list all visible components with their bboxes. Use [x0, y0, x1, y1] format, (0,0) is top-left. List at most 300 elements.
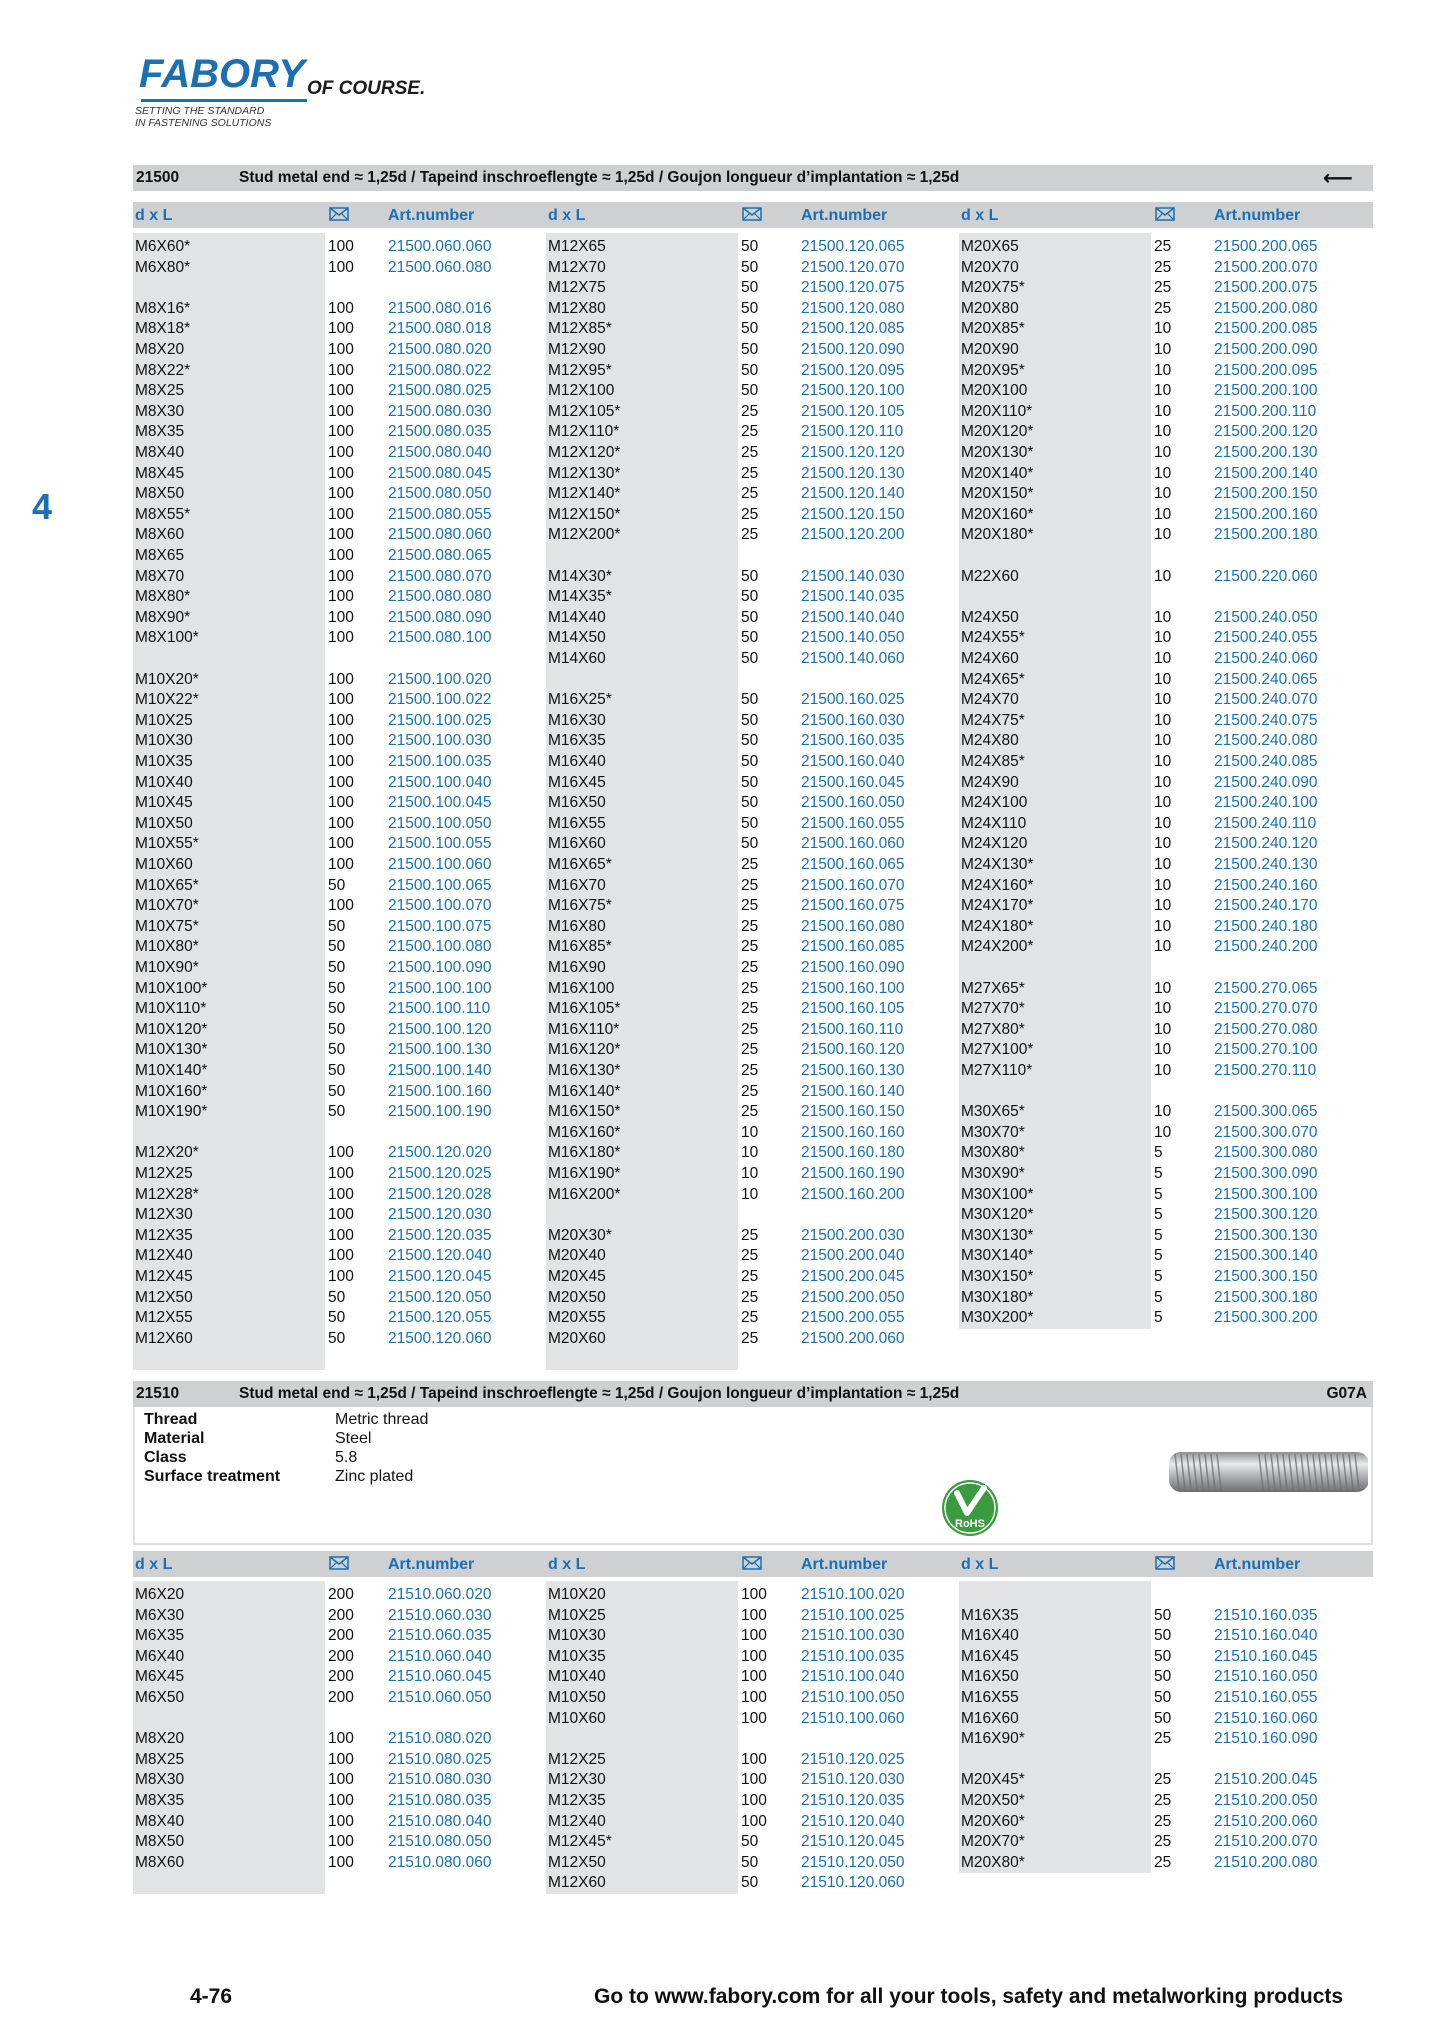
article-number-link[interactable]: 21500.200.090	[1214, 341, 1318, 358]
article-number-link[interactable]: 21500.300.100	[1214, 1185, 1318, 1203]
article-number-link[interactable]: 21500.200.075	[1214, 279, 1318, 297]
size-cell: M12X80	[548, 299, 606, 317]
article-number-link[interactable]: 21510.060.035	[388, 1627, 492, 1645]
article-number-link[interactable]: 21510.080.050	[388, 1833, 492, 1851]
article-number-link[interactable]: 21500.240.160	[1214, 876, 1318, 894]
article-number-link[interactable]: 21500.120.085	[801, 320, 905, 338]
article-number-link[interactable]: 21500.160.085	[801, 938, 905, 956]
article-number-link[interactable]: 21510.060.040	[388, 1647, 492, 1665]
table-row	[546, 1328, 956, 1349]
article-number-link[interactable]: 21510.060.045	[388, 1668, 492, 1686]
size-cell: M8X30	[135, 402, 185, 420]
article-number-link[interactable]: 21500.240.170	[1214, 897, 1318, 915]
article-number-link[interactable]: 21500.200.085	[1214, 320, 1318, 338]
article-number-link[interactable]: 21510.160.035	[1214, 1606, 1318, 1624]
table-row	[546, 875, 956, 896]
article-number-link[interactable]: 21500.240.050	[1214, 608, 1318, 626]
article-number-link[interactable]: 21500.100.080	[388, 938, 492, 956]
table-row	[133, 1039, 543, 1060]
article-number-link[interactable]: 21500.240.080	[1214, 732, 1318, 750]
article-number-link[interactable]: 21510.200.060	[1214, 1812, 1318, 1830]
article-number-link[interactable]: 21510.080.060	[388, 1853, 492, 1871]
article-number-link[interactable]: 21500.120.035	[388, 1226, 492, 1244]
spec-label-thread: Thread	[144, 1411, 198, 1428]
article-number-link[interactable]: 21500.240.120	[1214, 835, 1318, 853]
size-cell: M20X65	[961, 238, 1019, 255]
article-number-link[interactable]: 21500.080.055	[388, 505, 492, 523]
article-number-link[interactable]: 21500.120.045	[388, 1268, 492, 1285]
size-cell: M14X35*	[548, 588, 612, 606]
article-number-link[interactable]: 21500.120.080	[801, 299, 905, 317]
article-number-link[interactable]: 21500.200.070	[1214, 258, 1318, 276]
article-number-link[interactable]: 21500.120.105	[801, 402, 905, 420]
size-cell: M8X35	[135, 423, 185, 441]
table-row	[546, 1142, 956, 1163]
size-cell: M24X130*	[961, 856, 1034, 873]
article-number-link[interactable]: 21500.080.070	[388, 567, 492, 585]
article-number-link[interactable]: 21500.240.110	[1214, 814, 1317, 832]
article-number-link[interactable]: 21500.100.045	[388, 794, 492, 812]
table-row	[959, 978, 1369, 999]
size-cell: M12X25	[135, 1165, 193, 1182]
size-cell: M30X80*	[961, 1144, 1025, 1162]
article-number-link[interactable]: 21500.100.065	[388, 876, 492, 894]
article-number-link[interactable]: 21500.240.090	[1214, 773, 1318, 791]
article-number-link[interactable]: 21500.160.180	[801, 1144, 905, 1162]
quantity-cell: 100	[328, 341, 354, 358]
article-number-link[interactable]: 21510.100.060	[801, 1709, 905, 1727]
quantity-cell: 200	[328, 1647, 354, 1665]
article-number-link[interactable]: 21500.240.180	[1214, 917, 1318, 935]
size-cell: M8X16*	[135, 299, 191, 317]
article-number-link[interactable]: 21500.200.045	[801, 1268, 905, 1285]
article-number-link[interactable]: 21500.160.150	[801, 1103, 905, 1121]
article-number-link[interactable]: 21500.300.070	[1214, 1123, 1318, 1141]
article-number-link[interactable]: 21500.200.100	[1214, 382, 1318, 400]
column-header-bar	[133, 202, 1373, 228]
size-cell: M12X45	[135, 1268, 193, 1285]
article-number-link[interactable]: 21500.300.140	[1214, 1247, 1318, 1265]
article-number-link[interactable]: 21500.120.020	[388, 1144, 492, 1162]
article-number-link[interactable]: 21500.240.070	[1214, 691, 1318, 709]
article-number-link[interactable]: 21500.100.160	[388, 1082, 492, 1100]
article-number-link[interactable]: 21500.100.035	[388, 753, 492, 770]
quantity-cell: 10	[1154, 732, 1172, 750]
size-cell: M12X65	[548, 238, 606, 255]
spec-value-material: Steel	[335, 1430, 372, 1447]
table-row	[959, 1811, 1369, 1832]
article-number-link[interactable]: 21500.240.100	[1214, 794, 1318, 812]
article-number-link[interactable]: 21500.200.050	[801, 1288, 905, 1306]
article-number-link[interactable]: 21510.160.090	[1214, 1730, 1318, 1748]
article-number-link[interactable]: 21500.120.025	[388, 1165, 492, 1182]
article-number-link[interactable]: 21500.120.140	[801, 485, 905, 503]
article-number-link[interactable]: 21500.100.025	[388, 711, 492, 729]
table-row	[959, 1204, 1369, 1225]
article-number-link[interactable]: 21500.080.045	[388, 464, 492, 482]
quantity-cell: 100	[328, 238, 354, 255]
article-number-link[interactable]: 21500.160.200	[801, 1185, 905, 1203]
article-number-link[interactable]: 21500.160.070	[801, 876, 905, 894]
article-number-link[interactable]: 21500.200.095	[1214, 361, 1318, 379]
article-number-link[interactable]: 21500.100.055	[388, 835, 492, 853]
article-number-link[interactable]: 21500.120.090	[801, 341, 905, 358]
table-row	[959, 854, 1369, 875]
article-number-link[interactable]: 21510.100.035	[801, 1647, 905, 1665]
article-number-link[interactable]: 21500.100.020	[388, 670, 492, 688]
size-cell: M12X60	[548, 1874, 606, 1892]
article-number-link[interactable]: 21500.080.020	[388, 341, 492, 358]
article-number-link[interactable]: 21500.140.030	[801, 567, 905, 585]
article-number-link[interactable]: 21500.200.080	[1214, 299, 1318, 317]
quantity-cell: 5	[1154, 1268, 1163, 1285]
quantity-cell: 25	[741, 1288, 759, 1306]
table-row	[133, 978, 543, 999]
size-cell: M20X45*	[961, 1771, 1025, 1789]
table-row	[959, 751, 1369, 772]
article-number-link[interactable]: 21500.270.080	[1214, 1020, 1318, 1038]
article-number-link[interactable]: 21500.200.120	[1214, 423, 1318, 441]
article-number-link[interactable]: 21500.300.080	[1214, 1144, 1318, 1162]
article-number-link[interactable]: 21500.120.055	[388, 1309, 492, 1327]
table-row	[959, 730, 1369, 751]
section-description: Stud metal end ≈ 1,25d / Tapeind inschroeflengte ≈ 1,25d / Goujon longueur d’implantation ≈ 1,25d	[239, 1385, 960, 1402]
article-number-link[interactable]: 21500.270.110	[1214, 1062, 1317, 1079]
article-number-link[interactable]: 21500.100.120	[388, 1020, 492, 1038]
article-number-link[interactable]: 21500.080.018	[388, 320, 492, 338]
article-number-link[interactable]: 21500.080.100	[388, 629, 492, 647]
article-number-link[interactable]: 21510.120.060	[801, 1874, 905, 1892]
article-number-link[interactable]: 21510.200.080	[1214, 1853, 1318, 1871]
quantity-cell: 100	[328, 1771, 354, 1789]
article-number-link[interactable]: 21500.160.060	[801, 835, 905, 853]
article-number-link[interactable]: 21510.200.045	[1214, 1771, 1318, 1789]
table-row	[959, 689, 1369, 710]
article-number-link[interactable]: 21500.160.140	[801, 1082, 905, 1100]
article-number-link[interactable]: 21510.160.055	[1214, 1689, 1318, 1706]
quantity-cell: 100	[741, 1647, 767, 1665]
article-number-link[interactable]: 21500.100.100	[388, 979, 492, 997]
table-row	[546, 421, 956, 442]
article-number-link[interactable]: 21510.120.045	[801, 1833, 905, 1851]
article-number-link[interactable]: 21500.120.028	[388, 1185, 492, 1203]
quantity-cell: 10	[1154, 485, 1172, 503]
article-number-link[interactable]: 21500.160.040	[801, 753, 905, 770]
quantity-cell: 10	[1154, 402, 1172, 420]
table-row	[959, 421, 1369, 442]
quantity-cell: 25	[741, 444, 759, 461]
article-number-link[interactable]: 21510.120.030	[801, 1771, 905, 1789]
table-row	[959, 1163, 1369, 1184]
article-number-link[interactable]: 21500.120.050	[388, 1288, 492, 1306]
article-number-link[interactable]: 21500.300.090	[1214, 1165, 1318, 1182]
article-number-link[interactable]: 21500.160.065	[801, 856, 905, 873]
size-cell: M16X55	[548, 814, 606, 832]
article-number-link[interactable]: 21500.200.030	[801, 1226, 905, 1244]
quantity-cell: 10	[1154, 753, 1172, 770]
article-number-link[interactable]: 21500.100.070	[388, 897, 492, 915]
article-number-link[interactable]: 21500.080.030	[388, 402, 492, 420]
article-number-link[interactable]: 21500.100.060	[388, 856, 492, 873]
article-number-link[interactable]: 21500.240.055	[1214, 629, 1318, 647]
table-row	[959, 833, 1369, 854]
article-number-link[interactable]: 21500.080.080	[388, 588, 492, 606]
article-number-link[interactable]: 21500.120.130	[801, 464, 905, 482]
article-number-link[interactable]: 21500.160.110	[801, 1020, 904, 1038]
table-row	[959, 1307, 1369, 1328]
article-number-link[interactable]: 21500.300.200	[1214, 1309, 1318, 1327]
article-number-link[interactable]: 21500.160.030	[801, 711, 905, 729]
quantity-cell: 50	[741, 629, 759, 647]
section-title-bar-21500	[133, 165, 1373, 191]
quantity-cell: 10	[1154, 835, 1172, 853]
quantity-cell: 25	[1154, 1833, 1172, 1851]
article-number-link[interactable]: 21500.120.110	[801, 423, 904, 441]
quantity-cell: 10	[1154, 691, 1172, 709]
article-number-link[interactable]: 21500.300.150	[1214, 1268, 1318, 1285]
size-cell: M20X85*	[961, 320, 1025, 338]
article-number-link[interactable]: 21500.140.060	[801, 650, 905, 667]
article-number-link[interactable]: 21500.100.190	[388, 1103, 492, 1121]
back-arrow-icon[interactable]: ⟵	[1322, 167, 1353, 190]
article-number-link[interactable]: 21500.200.110	[1214, 402, 1317, 420]
article-number-link[interactable]: 21500.200.130	[1214, 444, 1318, 461]
size-cell: M16X75*	[548, 897, 612, 915]
table-row	[546, 998, 956, 1019]
article-number-link[interactable]: 21500.200.055	[801, 1309, 905, 1327]
quantity-cell: 10	[1154, 1062, 1172, 1079]
article-number-link[interactable]: 21500.200.140	[1214, 464, 1318, 482]
article-number-link[interactable]: 21500.160.160	[801, 1123, 905, 1141]
article-number-link[interactable]: 21500.160.105	[801, 1000, 905, 1018]
article-number-link[interactable]: 21500.160.035	[801, 732, 905, 750]
quantity-cell: 50	[741, 320, 759, 338]
article-number-link[interactable]: 21500.200.040	[801, 1247, 905, 1265]
article-number-link[interactable]: 21500.140.050	[801, 629, 905, 647]
article-number-link[interactable]: 21500.080.065	[388, 547, 492, 564]
article-number-link[interactable]: 21500.160.055	[801, 814, 905, 832]
article-number-link[interactable]: 21500.080.016	[388, 299, 492, 317]
table-row	[546, 1708, 956, 1729]
article-number-link[interactable]: 21500.100.050	[388, 814, 492, 832]
article-number-link[interactable]: 21500.270.065	[1214, 979, 1318, 997]
size-cell: M16X90	[548, 959, 606, 976]
quantity-cell: 50	[1154, 1668, 1172, 1686]
article-number-link[interactable]: 21510.100.025	[801, 1606, 905, 1624]
size-cell: M12X40	[135, 1247, 193, 1265]
size-cell: M24X90	[961, 773, 1019, 791]
size-cell: M12X55	[135, 1309, 193, 1327]
article-number-link[interactable]: 21500.160.045	[801, 773, 905, 791]
article-number-link[interactable]: 21510.060.050	[388, 1689, 492, 1706]
table-row	[133, 1266, 543, 1287]
table-row	[546, 627, 956, 648]
column-header-dxl: d x L	[135, 207, 173, 224]
quantity-cell: 100	[328, 382, 354, 400]
article-number-link[interactable]: 21500.160.075	[801, 897, 905, 915]
article-number-link[interactable]: 21500.200.150	[1214, 485, 1318, 503]
article-number-link[interactable]: 21500.120.100	[801, 382, 905, 400]
table-row	[546, 833, 956, 854]
article-number-link[interactable]: 21510.100.020	[801, 1586, 905, 1603]
article-number-link[interactable]: 21500.160.025	[801, 691, 905, 709]
article-number-link[interactable]: 21510.060.030	[388, 1606, 492, 1624]
article-number-link[interactable]: 21500.060.080	[388, 258, 492, 276]
article-number-link[interactable]: 21500.240.085	[1214, 753, 1318, 770]
article-number-link[interactable]: 21510.120.050	[801, 1853, 905, 1871]
table-row	[133, 669, 543, 690]
article-number-link[interactable]: 21500.220.060	[1214, 567, 1318, 585]
article-number-link[interactable]: 21500.200.180	[1214, 526, 1318, 544]
article-number-link[interactable]: 21500.160.050	[801, 794, 905, 812]
article-number-link[interactable]: 21500.080.022	[388, 361, 492, 379]
logo-underline	[141, 99, 307, 102]
article-number-link[interactable]: 21500.300.180	[1214, 1288, 1318, 1306]
article-number-link[interactable]: 21500.120.070	[801, 258, 905, 276]
article-number-link[interactable]: 21500.160.190	[801, 1165, 905, 1182]
table-row	[546, 957, 956, 978]
size-cell: M20X75*	[961, 279, 1025, 297]
article-number-link[interactable]: 21500.100.040	[388, 773, 492, 791]
size-cell: M30X100*	[961, 1185, 1034, 1203]
section-code: 21500	[136, 169, 180, 186]
table-row	[546, 1019, 956, 1040]
article-number-link[interactable]: 21500.300.120	[1214, 1206, 1318, 1224]
article-number-link[interactable]: 21500.140.035	[801, 588, 905, 606]
article-number-link[interactable]: 21510.200.050	[1214, 1792, 1318, 1809]
size-cell: M10X35	[135, 753, 193, 770]
article-number-link[interactable]: 21500.160.120	[801, 1041, 905, 1059]
article-number-link[interactable]: 21500.080.040	[388, 444, 492, 461]
article-number-link[interactable]: 21500.240.065	[1214, 670, 1318, 688]
table-row	[546, 792, 956, 813]
logo-tagline: SETTING THE STANDARD IN FASTENING SOLUTIONS	[135, 105, 272, 129]
article-number-link[interactable]: 21500.120.030	[388, 1206, 492, 1224]
article-number-link[interactable]: 21510.160.045	[1214, 1647, 1318, 1665]
article-number-link[interactable]: 21500.120.095	[801, 361, 905, 379]
quantity-cell: 10	[1154, 1020, 1172, 1038]
article-number-link[interactable]: 21500.240.075	[1214, 711, 1318, 729]
size-cell: M8X20	[135, 1730, 185, 1748]
article-number-link[interactable]: 21500.080.035	[388, 423, 492, 441]
article-number-link[interactable]: 21500.240.060	[1214, 650, 1318, 667]
quantity-cell: 50	[741, 1874, 759, 1892]
article-number-link[interactable]: 21510.120.040	[801, 1812, 905, 1830]
article-number-link[interactable]: 21500.160.080	[801, 917, 905, 935]
quantity-cell: 50	[741, 299, 759, 317]
article-number-link[interactable]: 21500.120.075	[801, 279, 905, 297]
table-row	[546, 380, 956, 401]
article-number-link[interactable]: 21500.270.100	[1214, 1041, 1318, 1059]
article-number-link[interactable]: 21510.080.040	[388, 1812, 492, 1830]
quantity-cell: 100	[741, 1709, 767, 1727]
article-number-link[interactable]: 21500.080.090	[388, 608, 492, 626]
article-number-link[interactable]: 21510.080.030	[388, 1771, 492, 1789]
quantity-cell: 100	[328, 547, 354, 564]
article-number-link[interactable]: 21510.160.040	[1214, 1627, 1318, 1645]
article-number-link[interactable]: 21500.200.060	[801, 1329, 905, 1347]
article-number-link[interactable]: 21510.100.040	[801, 1668, 905, 1686]
article-number-link[interactable]: 21510.080.020	[388, 1730, 492, 1748]
article-number-link[interactable]: 21500.120.150	[801, 505, 905, 523]
size-cell: M16X110*	[548, 1020, 620, 1038]
article-number-link[interactable]: 21500.100.130	[388, 1041, 492, 1059]
article-number-link[interactable]: 21500.080.025	[388, 382, 492, 400]
quantity-cell: 10	[1154, 423, 1172, 441]
quantity-cell: 100	[328, 732, 354, 750]
size-cell: M24X100	[961, 794, 1028, 812]
size-cell: M30X150*	[961, 1268, 1034, 1285]
quantity-cell: 200	[328, 1586, 354, 1603]
article-number-link[interactable]: 21510.160.060	[1214, 1709, 1318, 1727]
article-number-link[interactable]: 21500.160.130	[801, 1062, 905, 1079]
article-number-link[interactable]: 21500.120.040	[388, 1247, 492, 1265]
quantity-cell: 50	[741, 258, 759, 276]
article-number-link[interactable]: 21510.080.025	[388, 1750, 492, 1768]
table-row	[546, 1060, 956, 1081]
article-number-link[interactable]: 21500.160.090	[801, 959, 905, 976]
article-number-link[interactable]: 21500.270.070	[1214, 1000, 1318, 1018]
article-number-link[interactable]: 21510.080.035	[388, 1792, 492, 1809]
article-number-link[interactable]: 21500.100.110	[388, 1000, 491, 1018]
article-number-link[interactable]: 21500.100.030	[388, 732, 492, 750]
article-number-link[interactable]: 21500.080.050	[388, 485, 492, 503]
article-number-link[interactable]: 21500.160.100	[801, 979, 905, 997]
size-cell: M24X110	[961, 814, 1027, 832]
article-number-link[interactable]: 21500.100.140	[388, 1062, 492, 1079]
article-number-link[interactable]: 21510.120.035	[801, 1792, 905, 1809]
table-row	[133, 751, 543, 772]
quantity-cell: 25	[741, 1041, 759, 1059]
article-number-link[interactable]: 21500.060.060	[388, 238, 492, 255]
size-cell: M14X60	[548, 650, 606, 667]
article-number-link[interactable]: 21500.240.130	[1214, 856, 1318, 873]
table-row	[959, 1708, 1369, 1729]
article-number-link[interactable]: 21500.300.065	[1214, 1103, 1318, 1121]
article-number-link[interactable]: 21500.080.060	[388, 526, 492, 544]
table-row	[959, 1625, 1369, 1646]
article-number-link[interactable]: 21510.200.070	[1214, 1833, 1318, 1851]
footer-text: Go to www.fabory.com for all your tools, safety and metalworking products	[594, 1985, 1344, 2008]
table-row	[959, 1646, 1369, 1667]
article-number-link[interactable]: 21510.100.030	[801, 1627, 905, 1645]
article-number-link[interactable]: 21500.120.060	[388, 1329, 492, 1347]
quantity-cell: 25	[741, 876, 759, 894]
article-number-link[interactable]: 21500.140.040	[801, 608, 905, 626]
article-number-link[interactable]: 21500.300.130	[1214, 1226, 1318, 1244]
article-number-link[interactable]: 21500.100.090	[388, 959, 492, 976]
article-number-link[interactable]: 21500.200.065	[1214, 238, 1318, 255]
quantity-cell: 50	[328, 1020, 346, 1038]
article-number-link[interactable]: 21500.100.022	[388, 691, 492, 709]
article-number-link[interactable]: 21500.120.120	[801, 444, 905, 461]
article-number-link[interactable]: 21510.120.025	[801, 1750, 905, 1768]
article-number-link[interactable]: 21500.120.200	[801, 526, 905, 544]
article-number-link[interactable]: 21500.100.075	[388, 917, 492, 935]
size-cell: M24X65*	[961, 670, 1025, 688]
table-row	[959, 916, 1369, 937]
article-number-link[interactable]: 21500.240.200	[1214, 938, 1318, 956]
article-number-link[interactable]: 21510.060.020	[388, 1586, 492, 1603]
article-number-link[interactable]: 21510.100.050	[801, 1689, 905, 1706]
article-number-link[interactable]: 21500.120.065	[801, 238, 905, 255]
article-number-link[interactable]: 21510.160.050	[1214, 1668, 1318, 1686]
quantity-cell: 25	[1154, 299, 1172, 317]
quantity-cell: 50	[328, 1082, 346, 1100]
article-number-link[interactable]: 21500.200.160	[1214, 505, 1318, 523]
quantity-cell: 50	[328, 1309, 346, 1327]
quantity-cell: 100	[328, 691, 354, 709]
